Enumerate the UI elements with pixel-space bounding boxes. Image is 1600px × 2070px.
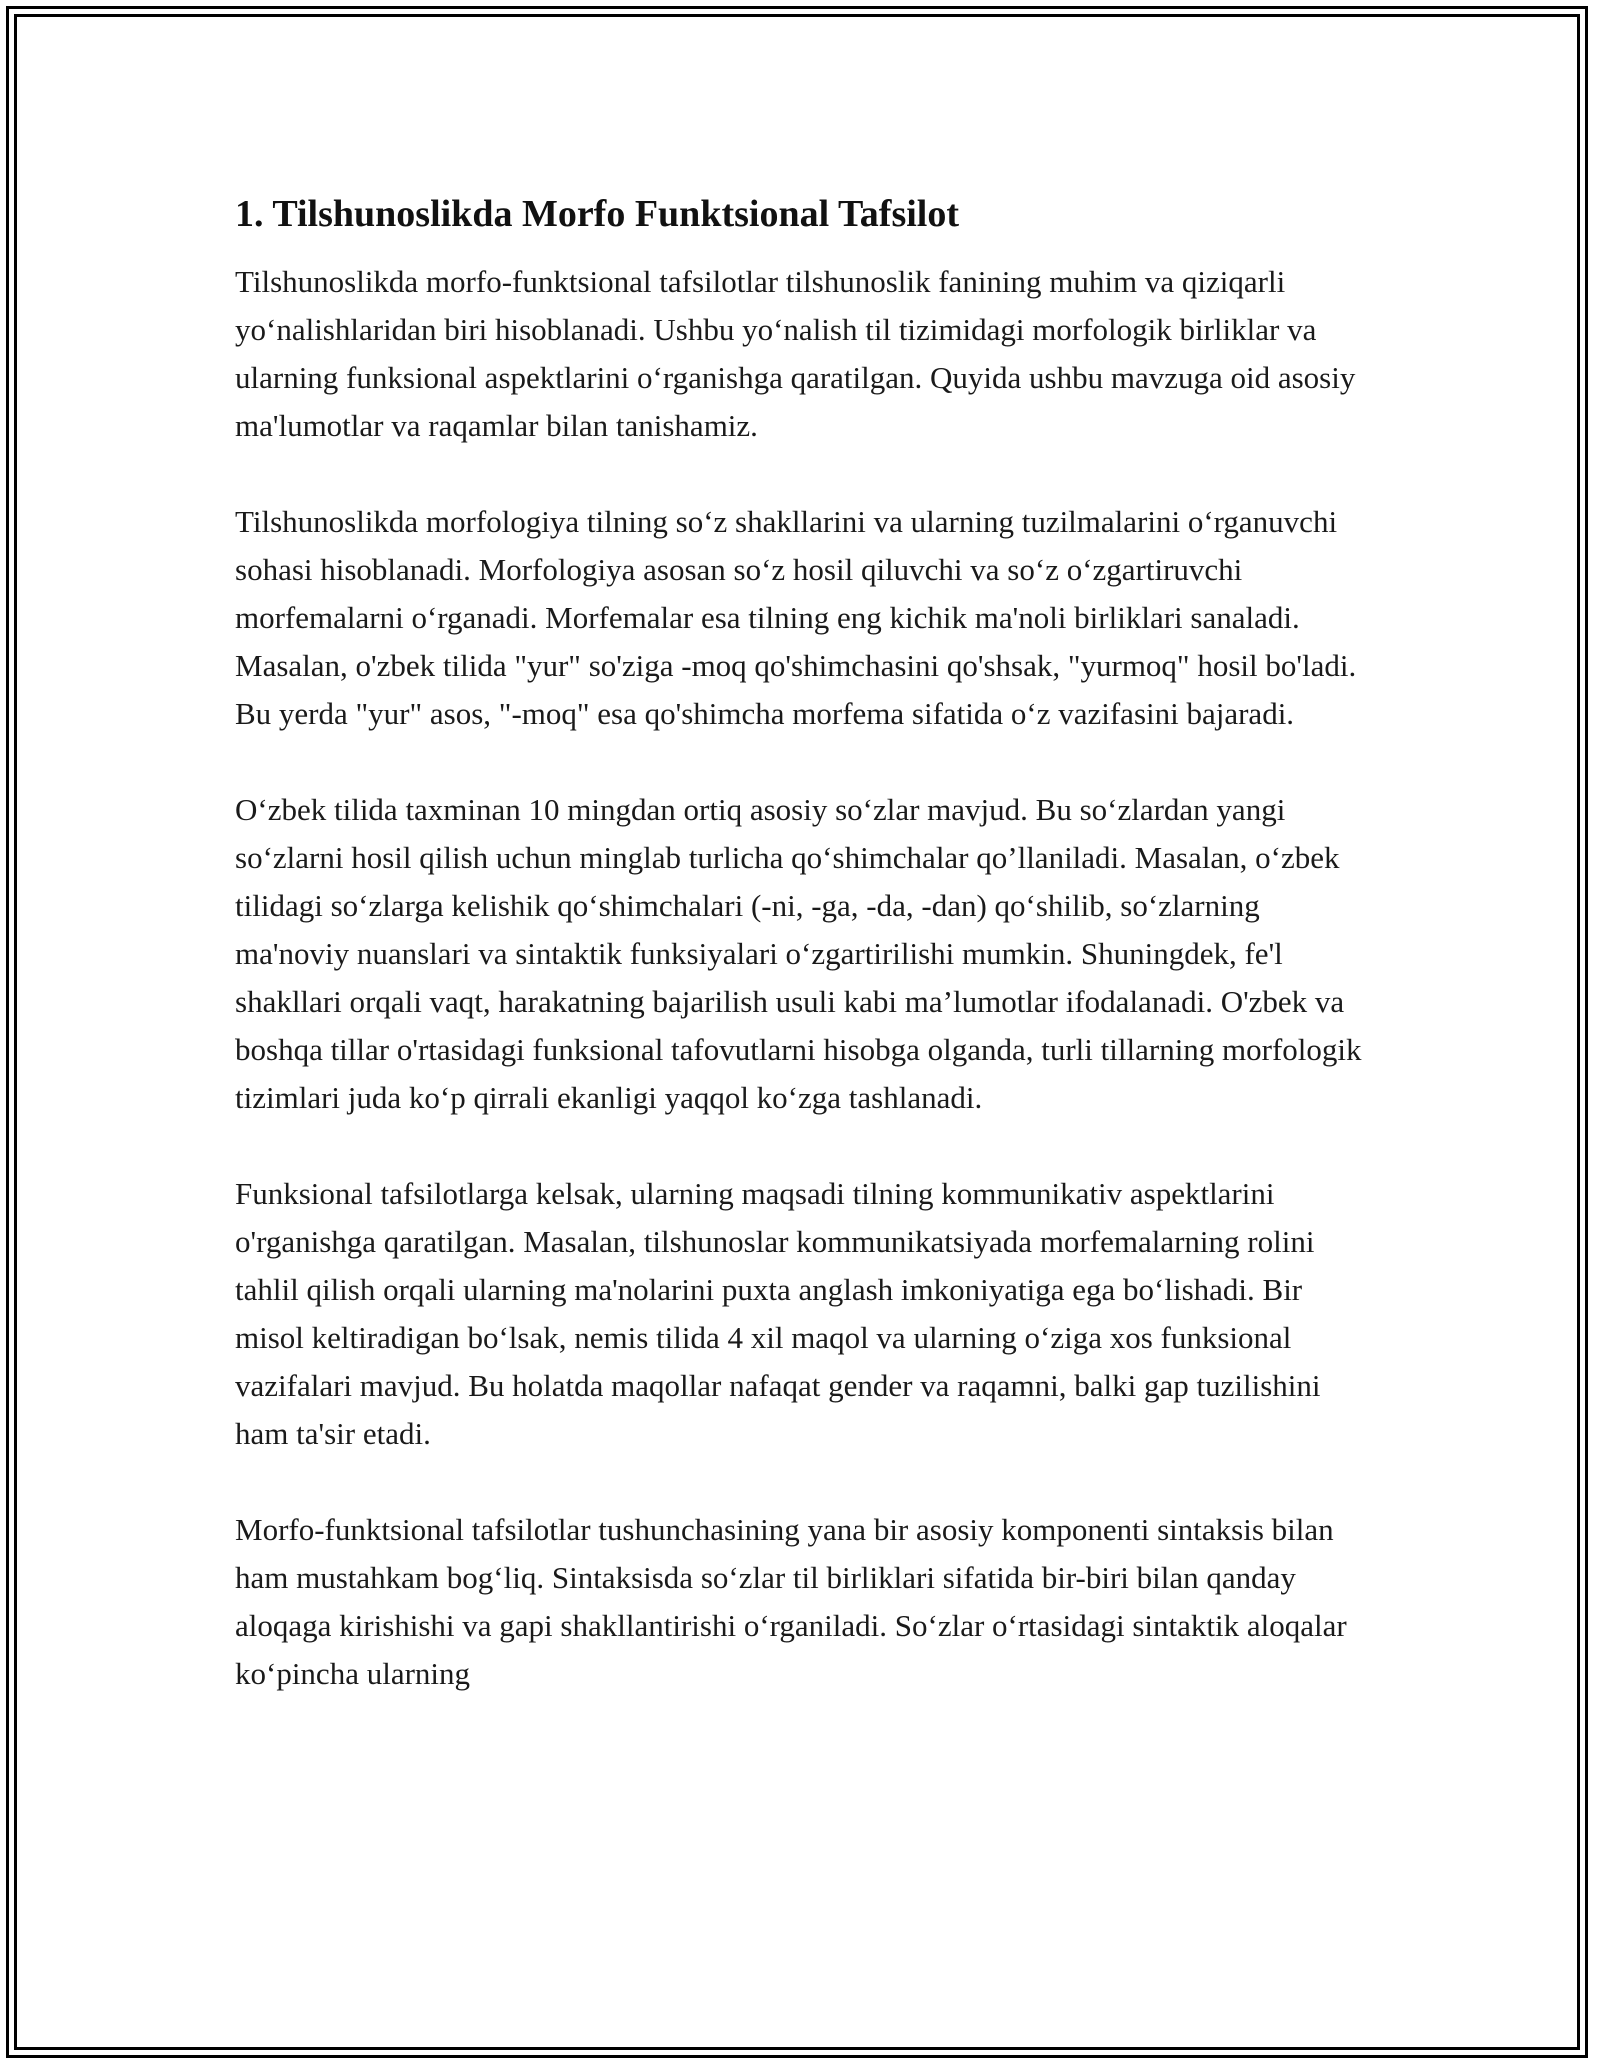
paragraph-syntax: Morfo-funktsional tafsilotlar tushunchasining yana bir asosiy komponenti sintaksis bilan ham mustahkam bogʻliq. Sintaksisda soʻzlar til birliklari sifatida bir-biri bilan qanday aloqaga kirishishi va gapi shakllantirishi oʻrganiladi. Soʻzlar oʻrtasidagi sintaktik aloqalar koʻpincha ularning <box>235 1512 1347 1691</box>
document-body <box>235 190 1375 1746</box>
paragraph-morphology: Tilshunoslikda morfologiya tilning soʻz shakllarini va ularning tuzilmalarini oʻrganuvchi sohasi hisoblanadi. Morfologiya asosan soʻz hosil qiluvchi va soʻz oʻzgartiruvchi morfemalarni oʻrganadi. Morfemalar esa tilning eng kichik ma'noli birliklari sanaladi. Masalan, o'zbek tilida "yur" so'ziga -moq qo'shimchasini qo'shsak, "yurmoq" hosil bo'ladi. Bu yerda "yur" asos, "-moq" esa qo'shimcha morfema sifatida oʻz vazifasini bajaradi. <box>235 504 1357 731</box>
document-title: 1. Tilshunoslikda Morfo Funktsional Tafsilot <box>235 193 960 235</box>
paragraph-uzbek-words: Oʻzbek tilida taxminan 10 mingdan ortiq asosiy soʻzlar mavjud. Bu soʻzlardan yangi soʻzlarni hosil qilish uchun minglab turlicha qoʻshimchalar qo’llaniladi. Masalan, oʻzbek tilidagi soʻzlarga kelishik qoʻshimchalari (-ni, -ga, -da, -dan) qoʻshilib, soʻzlarning ma'noviy nuanslari va sintaktik funksiyalari oʻzgartirilishi mumkin. Shuningdek, fe'l shakllari orqali vaqt, harakatning bajarilish usuli kabi ma’lumotlar ifodalanadi. O'zbek va boshqa tillar o'rtasidagi funksional tafovutlarni hisobga olganda, turli tillarning morfologik tizimlari juda koʻp qirrali ekanligi yaqqol koʻzga tashlanadi. <box>235 792 1362 1115</box>
paragraph-functional: Funksional tafsilotlarga kelsak, ularning maqsadi tilning kommunikativ aspektlarini o'rganishga qaratilgan. Masalan, tilshunoslar kommunikatsiyada morfemalarning rolini tahlil qilish orqali ularning ma'nolarini puxta anglash imkoniyatiga ega boʻlishadi. Bir misol keltiradigan boʻlsak, nemis tilida 4 xil maqol va ularning oʻziga xos funksional vazifalari mavjud. Bu holatda maqollar nafaqat gender va raqamni, balki gap tuzilishini ham ta'sir etadi. <box>235 1176 1321 1451</box>
paragraph-intro: Tilshunoslikda morfo-funktsional tafsilotlar tilshunoslik fanining muhim va qiziqarli yoʻnalishlaridan biri hisoblanadi. Ushbu yoʻnalish til tizimidagi morfologik birliklar va ularning funksional aspektlarini oʻrganishga qaratilgan. Quyida ushbu mavzuga oid asosiy ma'lumotlar va raqamlar bilan tanishamiz. <box>235 264 1356 443</box>
